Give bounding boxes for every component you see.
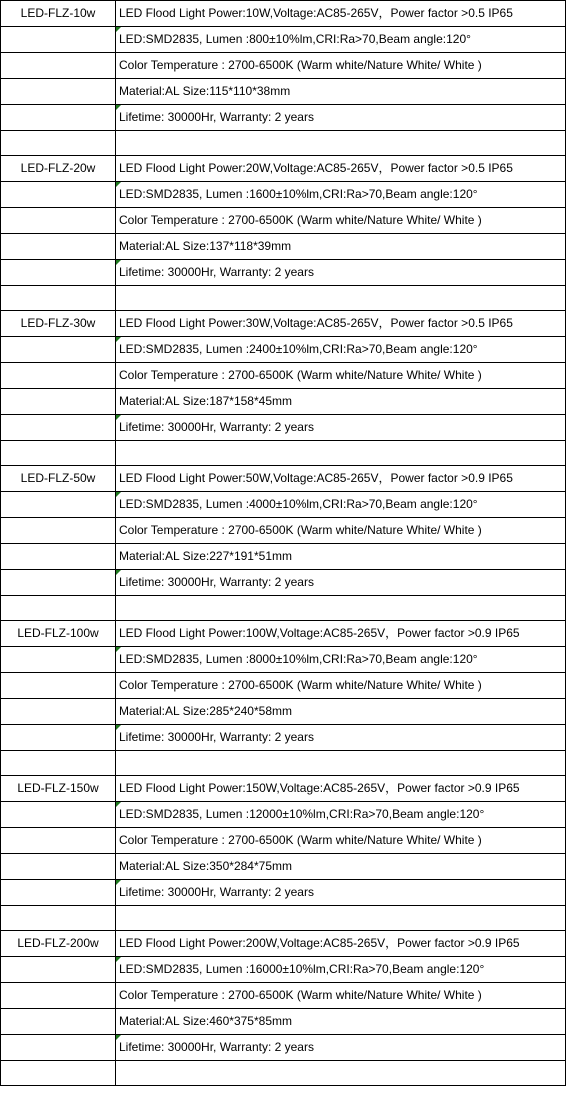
table-row <box>1 1 566 27</box>
empty-model-cell[interactable] <box>1 983 116 1009</box>
table-row <box>1 931 566 957</box>
table-row <box>1 311 566 337</box>
spec-cell[interactable]: Lifetime: 30000Hr, Warranty: 2 years <box>116 415 566 441</box>
empty-model-cell[interactable] <box>1 492 116 518</box>
empty-model-cell[interactable] <box>1 234 116 260</box>
empty-spec-cell[interactable] <box>116 906 566 931</box>
table-row <box>1 466 566 492</box>
spec-cell[interactable]: Material:AL Size:115*110*38mm <box>116 79 566 105</box>
empty-model-cell[interactable] <box>1 751 116 776</box>
table-row <box>1 415 566 441</box>
empty-model-cell[interactable] <box>1 647 116 673</box>
spec-cell[interactable]: Lifetime: 30000Hr, Warranty: 2 years <box>116 260 566 286</box>
spec-cell[interactable]: Color Temperature : 2700-6500K (Warm white/Nature White/ White ) <box>116 828 566 854</box>
empty-model-cell[interactable] <box>1 880 116 906</box>
spec-cell[interactable]: Lifetime: 30000Hr, Warranty: 2 years <box>116 570 566 596</box>
spec-cell[interactable]: Color Temperature : 2700-6500K (Warm white/Nature White/ White ) <box>116 673 566 699</box>
spec-cell[interactable]: LED Flood Light Power:10W,Voltage:AC85-265V，Power factor >0.5 IP65 <box>116 1 566 27</box>
table-row <box>1 79 566 105</box>
spec-cell[interactable]: LED:SMD2835, Lumen :8000±10%lm,CRI:Ra>70,Beam angle:120° <box>116 647 566 673</box>
model-cell[interactable]: LED-FLZ-50w <box>1 466 116 492</box>
spec-cell[interactable]: Material:AL Size:227*191*51mm <box>116 544 566 570</box>
spec-cell[interactable]: Color Temperature : 2700-6500K (Warm white/Nature White/ White ) <box>116 208 566 234</box>
model-cell[interactable]: LED-FLZ-10w <box>1 1 116 27</box>
empty-model-cell[interactable] <box>1 1061 116 1086</box>
spec-cell[interactable]: LED Flood Light Power:100W,Voltage:AC85-265V，Power factor >0.9 IP65 <box>116 621 566 647</box>
empty-model-cell[interactable] <box>1 337 116 363</box>
empty-model-cell[interactable] <box>1 389 116 415</box>
spec-cell[interactable]: Lifetime: 30000Hr, Warranty: 2 years <box>116 880 566 906</box>
empty-spec-cell[interactable] <box>116 131 566 156</box>
table-row <box>1 260 566 286</box>
spec-cell[interactable]: LED Flood Light Power:20W,Voltage:AC85-265V，Power factor >0.5 IP65 <box>116 156 566 182</box>
table-row <box>1 53 566 79</box>
spec-cell[interactable]: LED Flood Light Power:30W,Voltage:AC85-265V，Power factor >0.5 IP65 <box>116 311 566 337</box>
empty-spec-cell[interactable] <box>116 286 566 311</box>
model-cell[interactable]: LED-FLZ-150w <box>1 776 116 802</box>
table-row <box>1 751 566 776</box>
empty-model-cell[interactable] <box>1 441 116 466</box>
spec-cell[interactable]: LED:SMD2835, Lumen :4000±10%lm,CRI:Ra>70,Beam angle:120° <box>116 492 566 518</box>
table-row <box>1 27 566 53</box>
empty-model-cell[interactable] <box>1 544 116 570</box>
table-row <box>1 802 566 828</box>
empty-model-cell[interactable] <box>1 725 116 751</box>
empty-model-cell[interactable] <box>1 53 116 79</box>
spec-cell[interactable]: LED:SMD2835, Lumen :1600±10%lm,CRI:Ra>70,Beam angle:120° <box>116 182 566 208</box>
empty-model-cell[interactable] <box>1 699 116 725</box>
empty-model-cell[interactable] <box>1 673 116 699</box>
table-row <box>1 492 566 518</box>
table-row <box>1 647 566 673</box>
empty-spec-cell[interactable] <box>116 441 566 466</box>
spec-cell[interactable]: LED:SMD2835, Lumen :2400±10%lm,CRI:Ra>70,Beam angle:120° <box>116 337 566 363</box>
table-row <box>1 105 566 131</box>
empty-model-cell[interactable] <box>1 182 116 208</box>
table-row <box>1 1061 566 1086</box>
model-cell[interactable]: LED-FLZ-200w <box>1 931 116 957</box>
empty-model-cell[interactable] <box>1 570 116 596</box>
table-row <box>1 441 566 466</box>
spec-cell[interactable]: Material:AL Size:460*375*85mm <box>116 1009 566 1035</box>
empty-model-cell[interactable] <box>1 131 116 156</box>
empty-model-cell[interactable] <box>1 518 116 544</box>
table-row <box>1 182 566 208</box>
spec-cell[interactable]: Material:AL Size:137*118*39mm <box>116 234 566 260</box>
spec-cell[interactable]: Lifetime: 30000Hr, Warranty: 2 years <box>116 725 566 751</box>
empty-model-cell[interactable] <box>1 1035 116 1061</box>
model-cell[interactable]: LED-FLZ-20w <box>1 156 116 182</box>
empty-spec-cell[interactable] <box>116 751 566 776</box>
table-row <box>1 570 566 596</box>
spec-cell[interactable]: LED Flood Light Power:200W,Voltage:AC85-265V，Power factor >0.9 IP65 <box>116 931 566 957</box>
spec-cell[interactable]: LED Flood Light Power:50W,Voltage:AC85-265V，Power factor >0.9 IP65 <box>116 466 566 492</box>
table-row <box>1 880 566 906</box>
table-row <box>1 673 566 699</box>
empty-model-cell[interactable] <box>1 105 116 131</box>
empty-model-cell[interactable] <box>1 27 116 53</box>
table-row <box>1 208 566 234</box>
table-row <box>1 854 566 880</box>
spec-cell[interactable]: LED Flood Light Power:150W,Voltage:AC85-265V，Power factor >0.9 IP65 <box>116 776 566 802</box>
spec-cell[interactable]: Color Temperature : 2700-6500K (Warm white/Nature White/ White ) <box>116 983 566 1009</box>
empty-model-cell[interactable] <box>1 286 116 311</box>
empty-model-cell[interactable] <box>1 906 116 931</box>
spec-cell[interactable]: Lifetime: 30000Hr, Warranty: 2 years <box>116 1035 566 1061</box>
spec-cell[interactable]: Material:AL Size:285*240*58mm <box>116 699 566 725</box>
empty-model-cell[interactable] <box>1 415 116 441</box>
spec-cell[interactable]: LED:SMD2835, Lumen :16000±10%lm,CRI:Ra>70,Beam angle:120° <box>116 957 566 983</box>
spec-cell[interactable]: Color Temperature : 2700-6500K (Warm white/Nature White/ White ) <box>116 363 566 389</box>
empty-model-cell[interactable] <box>1 957 116 983</box>
table-row <box>1 156 566 182</box>
spec-cell[interactable]: LED:SMD2835, Lumen :800±10%lm,CRI:Ra>70,Beam angle:120° <box>116 27 566 53</box>
empty-model-cell[interactable] <box>1 208 116 234</box>
table-row <box>1 699 566 725</box>
table-row <box>1 518 566 544</box>
table-row <box>1 621 566 647</box>
table-row <box>1 363 566 389</box>
empty-spec-cell[interactable] <box>116 1061 566 1086</box>
empty-model-cell[interactable] <box>1 802 116 828</box>
table-row <box>1 828 566 854</box>
empty-spec-cell[interactable] <box>116 596 566 621</box>
table-row <box>1 286 566 311</box>
empty-model-cell[interactable] <box>1 79 116 105</box>
spec-cell[interactable]: Lifetime: 30000Hr, Warranty: 2 years <box>116 105 566 131</box>
spec-cell[interactable]: Color Temperature : 2700-6500K (Warm white/Nature White/ White ) <box>116 518 566 544</box>
empty-model-cell[interactable] <box>1 363 116 389</box>
empty-model-cell[interactable] <box>1 854 116 880</box>
table-row <box>1 544 566 570</box>
model-cell[interactable]: LED-FLZ-100w <box>1 621 116 647</box>
table-row <box>1 234 566 260</box>
spec-cell[interactable]: LED:SMD2835, Lumen :12000±10%lm,CRI:Ra>70,Beam angle:120° <box>116 802 566 828</box>
table-row <box>1 983 566 1009</box>
table-row <box>1 906 566 931</box>
spec-cell[interactable]: Material:AL Size:350*284*75mm <box>116 854 566 880</box>
table-row <box>1 596 566 621</box>
spec-cell[interactable]: Color Temperature : 2700-6500K (Warm white/Nature White/ White ) <box>116 53 566 79</box>
spec-table-body <box>1 1 566 1086</box>
table-row <box>1 337 566 363</box>
empty-model-cell[interactable] <box>1 828 116 854</box>
empty-model-cell[interactable] <box>1 1009 116 1035</box>
table-row <box>1 957 566 983</box>
model-cell[interactable]: LED-FLZ-30w <box>1 311 116 337</box>
empty-model-cell[interactable] <box>1 596 116 621</box>
table-row <box>1 1009 566 1035</box>
table-row <box>1 776 566 802</box>
table-row <box>1 131 566 156</box>
table-row <box>1 389 566 415</box>
table-row <box>1 1035 566 1061</box>
spec-cell[interactable]: Material:AL Size:187*158*45mm <box>116 389 566 415</box>
table-row <box>1 725 566 751</box>
empty-model-cell[interactable] <box>1 260 116 286</box>
